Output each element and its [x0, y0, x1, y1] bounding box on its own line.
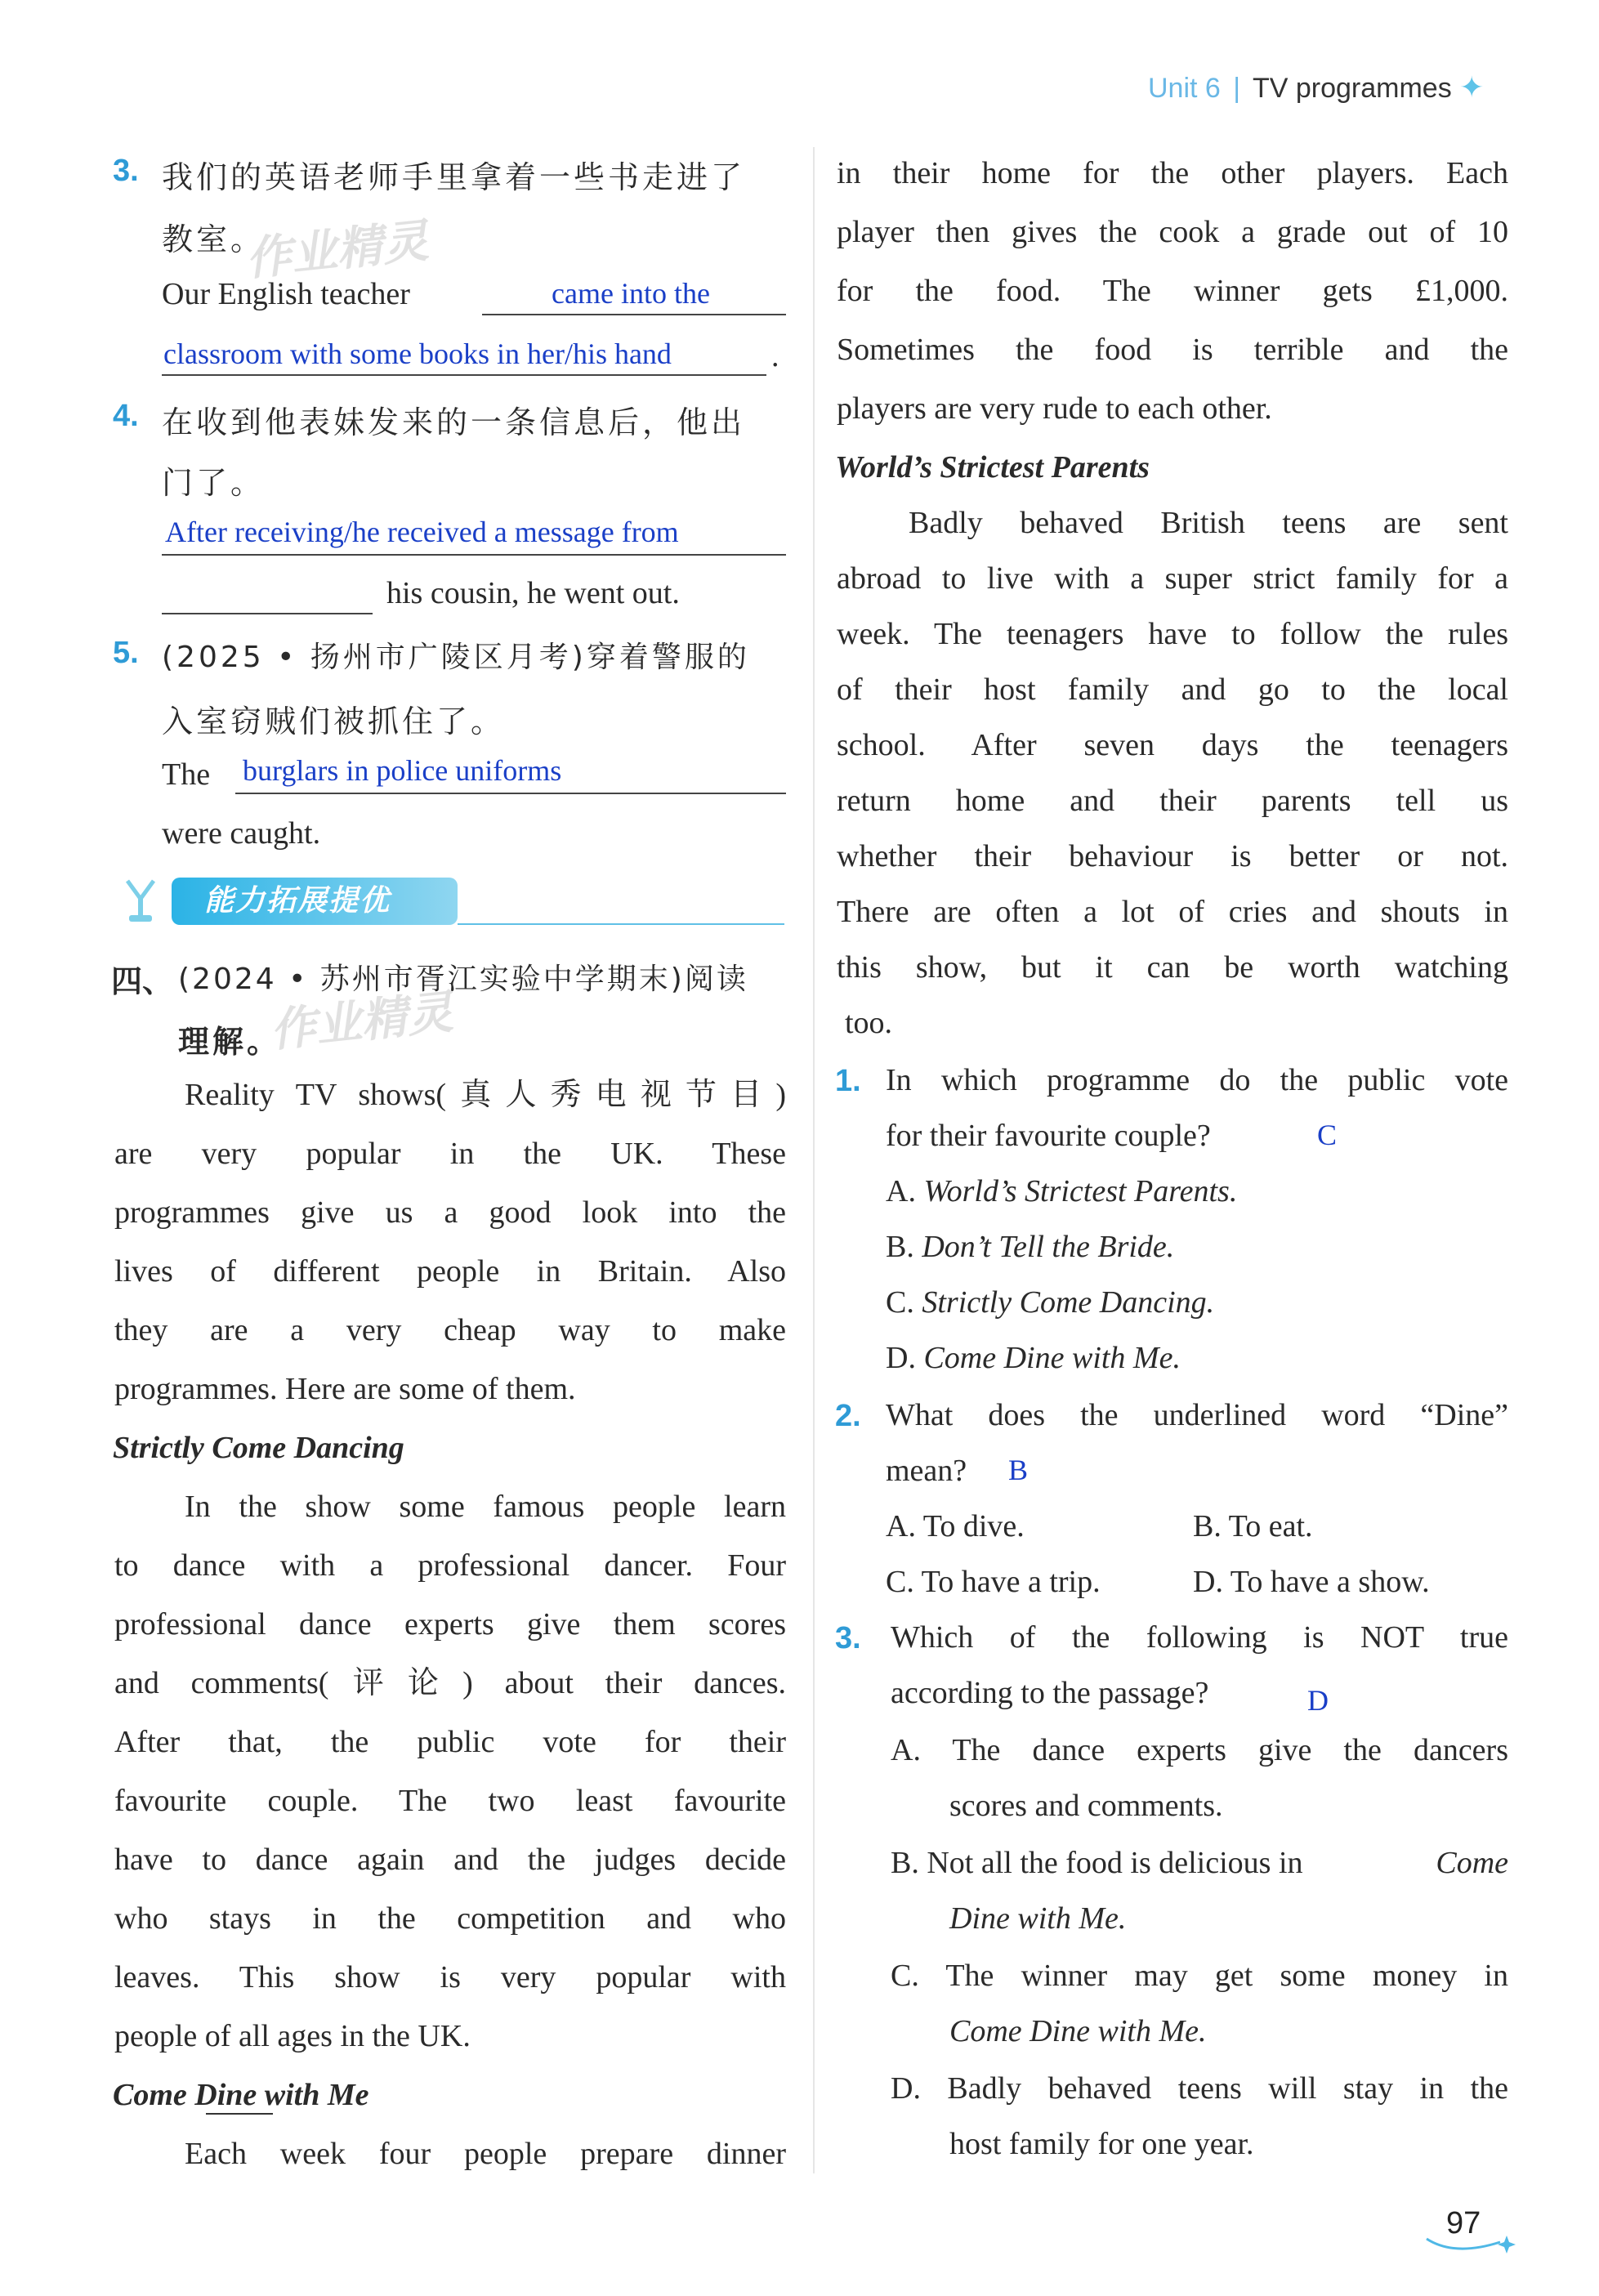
q3-blank-line1: [482, 312, 786, 315]
q5-blank: [235, 791, 786, 794]
rq1-option-a-text: World’s Strictest Parents.: [923, 1174, 1238, 1208]
rq3-option-d-line1: D. Badly behaved teens will stay in the: [891, 2071, 1508, 2106]
q4-english-end: his cousin, he went out.: [386, 576, 680, 610]
p2-line4: and comments(评论) about their dances.: [114, 1666, 786, 1700]
p3-line2: in their home for the other players. Each: [837, 156, 1508, 190]
q4-answer: After receiving/he received a message from: [165, 516, 679, 548]
rq1-number: 1.: [835, 1064, 861, 1098]
rq3-option-b-text: B. Not all the food is delicious in: [891, 1846, 1303, 1880]
rq3-option-a-line2: scores and comments.: [949, 1789, 1223, 1823]
rq2-answer: B: [1008, 1454, 1029, 1486]
rq3-line1: Which of the following is NOT true: [891, 1620, 1508, 1655]
p4-line10: too.: [845, 1006, 893, 1040]
p4-line1: Badly behaved British teens are sent: [909, 506, 1508, 540]
p1-line5: they are a very cheap way to make: [114, 1313, 786, 1347]
rq3-number: 3.: [835, 1621, 861, 1655]
rq2-option-a: A. To dive.: [886, 1509, 1025, 1543]
column-divider: [813, 147, 815, 2173]
rq3-option-b-line2: Dine with Me.: [949, 1901, 1127, 1936]
sparkle-icon: ✦: [1459, 70, 1485, 104]
q3-answer-part1: came into the: [552, 277, 710, 310]
running-header: [1148, 70, 1484, 105]
rq3-line2: according to the passage?: [891, 1676, 1209, 1710]
p2-line7: have to dance again and the judges decide: [114, 1843, 786, 1877]
p3-line5: Sometimes the food is terrible and the: [837, 333, 1508, 367]
header-separator: |: [1233, 73, 1241, 104]
rq1-option-b: [886, 1231, 1174, 1263]
q3-period: .: [771, 339, 779, 373]
q5-answer: burglars in police uniforms: [243, 754, 562, 787]
p4-line9: this show, but it can be worth watching: [837, 950, 1508, 985]
section-banner: [172, 878, 458, 925]
rq1-option-d: [886, 1342, 1181, 1374]
rq1-option-c-text: Strictly Come Dancing.: [922, 1285, 1215, 1320]
rq3-answer: D: [1307, 1684, 1329, 1717]
rq1-option-c: [886, 1286, 1214, 1319]
rq3-option-b-italic: Come: [1436, 1846, 1508, 1880]
q3-blank-line2: [162, 373, 766, 376]
p1-line4: lives of different people in Britain. Also: [114, 1254, 786, 1289]
p4-line5: school. After seven days the teenagers: [837, 728, 1508, 762]
heading-worlds-strictest-parents: World’s Strictest Parents: [835, 450, 1150, 485]
q4-number: 4.: [113, 399, 139, 433]
p4-line7: whether their behaviour is better or not.: [837, 839, 1508, 873]
rq2-line1: What does the underlined word “Dine”: [886, 1398, 1508, 1432]
rq3-option-d-line2: host family for one year.: [949, 2127, 1254, 2161]
page-number: 97: [1446, 2206, 1481, 2240]
q5-number: 5.: [113, 636, 139, 670]
heading-strictly-come-dancing: Strictly Come Dancing: [113, 1431, 404, 1465]
q3-chinese-line1: 我们的英语老师手里拿着一些书走进了: [162, 159, 746, 195]
q3-answer-part2: classroom with some books in her/his hand: [163, 337, 672, 370]
rq3-option-c-line1: C. The winner may get some money in: [891, 1959, 1508, 1993]
p1-line2: are very popular in the UK. These: [114, 1137, 786, 1171]
p4-line8: There are often a lot of cries and shouts in: [837, 895, 1508, 929]
p3-line4: for the food. The winner gets £1,000.: [837, 274, 1508, 308]
rq2-number: 2.: [835, 1399, 861, 1433]
rq1-line1: In which programme do the public vote: [886, 1063, 1508, 1097]
banner-underline: [458, 923, 784, 925]
p1-line6: programmes. Here are some of them.: [114, 1372, 576, 1406]
q4-blank-line2: [162, 611, 373, 614]
p2-line1: In the show some famous people learn: [185, 1490, 786, 1524]
p1-line3: programmes give us a good look into the: [114, 1195, 786, 1230]
rq1-option-a: [886, 1175, 1237, 1208]
rq1-answer: C: [1317, 1119, 1338, 1151]
p4-line3: week. The teenagers have to follow the rules: [837, 617, 1508, 651]
heading-come-dine-with-me: Come Dine with Me: [113, 2078, 369, 2112]
section-title-line2: 理解。: [178, 1024, 282, 1060]
p3-line3: player then gives the cook a grade out of 10: [837, 215, 1508, 249]
rq1-option-b-text: Don’t Tell the Bride.: [922, 1230, 1175, 1264]
q4-blank-line1: [162, 552, 786, 556]
trophy-icon: [123, 878, 159, 927]
p3-line1: Each week four people prepare dinner: [185, 2137, 786, 2171]
q3-english-start: Our English teacher: [162, 277, 410, 311]
p2-line8: who stays in the competition and who: [114, 1901, 786, 1936]
p4-line6: return home and their parents tell us: [837, 784, 1508, 818]
watermark-top: 作业精灵: [243, 214, 431, 287]
p4-line4: of their host family and go to the local: [837, 672, 1508, 707]
p2-line2: to dance with a professional dancer. Four: [114, 1548, 786, 1583]
p4-line2: abroad to live with a super strict family for a: [837, 561, 1508, 596]
q3-number: 3.: [113, 154, 139, 188]
header-topic: TV programmes: [1252, 73, 1452, 104]
rq3-option-c-line2: Come Dine with Me.: [949, 2014, 1207, 2048]
rq1-option-c-letter: C.: [886, 1285, 914, 1320]
rq1-line2: for their favourite couple?: [886, 1119, 1211, 1153]
p2-line6: favourite couple. The two least favourite: [114, 1784, 786, 1818]
watermark-middle: 作业精灵: [267, 985, 456, 1058]
q5-english-start: The: [162, 757, 211, 792]
q4-chinese-line2: 门了。: [162, 465, 266, 501]
header-unit: Unit 6: [1148, 73, 1221, 104]
rq1-option-d-text: Come Dine with Me.: [923, 1341, 1181, 1375]
p2-line9: leaves. This show is very popular with: [114, 1960, 786, 1994]
p1-line1: Reality TV shows(真人秀电视节目): [185, 1078, 786, 1112]
section-title-line1: (2024 • 苏州市胥江实验中学期末)阅读: [178, 963, 748, 996]
rq1-option-a-letter: A.: [886, 1174, 916, 1208]
q5-english-end: were caught.: [162, 816, 321, 851]
q5-chinese-line2: 入室窃贼们被抓住了。: [162, 704, 506, 739]
banner-title: 能力拓展提优: [204, 884, 391, 918]
p2-line3: professional dance experts give them scores: [114, 1607, 786, 1642]
dine-underline: [206, 2113, 273, 2115]
q3-chinese-line2: 教室。: [162, 221, 266, 257]
rq2-option-b: B. To eat.: [1193, 1509, 1313, 1543]
page-number-swoosh-icon: [1422, 2206, 1520, 2255]
p3-line6: players are very rude to each other.: [837, 391, 1272, 426]
section-label: 四、: [111, 963, 174, 999]
rq1-option-b-letter: B.: [886, 1230, 914, 1264]
rq2-option-c: C. To have a trip.: [886, 1565, 1101, 1599]
rq3-option-a-line1: A. The dance experts give the dancers: [891, 1733, 1508, 1767]
rq2-line2: mean?: [886, 1454, 967, 1488]
q5-chinese-line1: (2025 • 扬州市广陵区月考)穿着警服的: [162, 641, 750, 674]
rq3-option-b-line1: [891, 1847, 1508, 1879]
p2-line5: After that, the public vote for their: [114, 1725, 786, 1759]
rq1-option-d-letter: D.: [886, 1341, 916, 1375]
p2-line10: people of all ages in the UK.: [114, 2019, 471, 2053]
rq2-option-d: D. To have a show.: [1193, 1565, 1430, 1599]
q4-chinese-line1: 在收到他表妹发来的一条信息后，他出: [162, 404, 746, 440]
